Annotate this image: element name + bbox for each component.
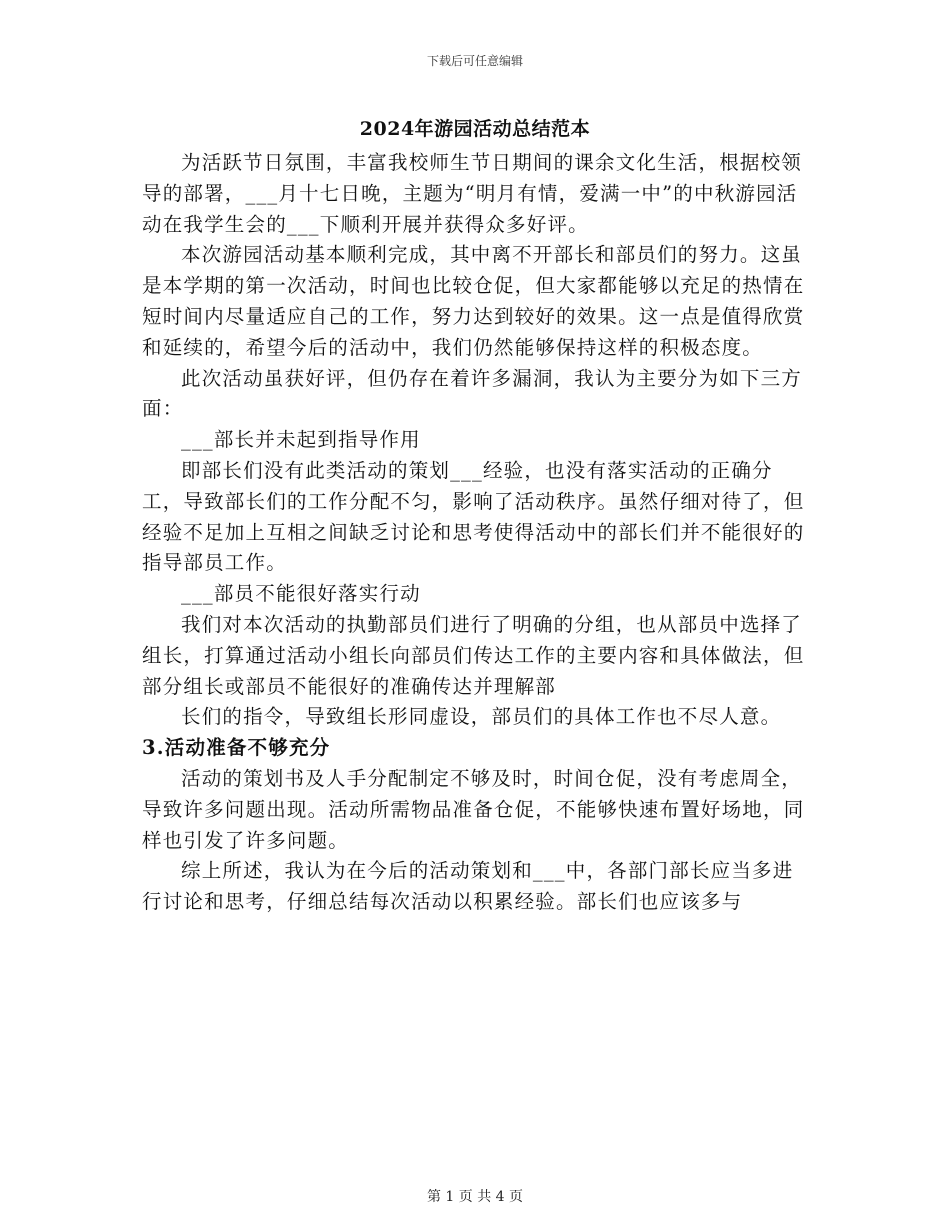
paragraph-issue-1: 即部长们没有此类活动的策划___经验，也没有落实活动的正确分工，导致部长们的工作分配不匀，影响了活动秩序。虽然仔细对待了，但经验不足加上互相之间缺乏讨论和思考使得活动中的部长们并不能很好的指导部员工作。 <box>142 458 805 575</box>
paragraph-issue-2: 我们对本次活动的执勤部员们进行了明确的分组，也从部员中选择了组长，打算通过活动小组长向部员们传达工作的主要内容和具体做法，但部分组长或部员不能很好的准确传达并理解部 <box>142 612 805 698</box>
header-note: 下载后可任意编辑 <box>426 54 523 68</box>
paragraph-summary: 本次游园活动基本顺利完成，其中离不开部长和部员们的努力。这虽是本学期的第一次活动，时间也比较仓促，但大家都能够以充足的热情在短时间内尽量适应自己的工作，努力达到较好的效果。这一点是值得欣赏和延续的，希望今后的活动中，我们仍然能够保持这样的积极态度。 <box>142 243 805 359</box>
paragraph-intro: 为活跃节日氛围，丰富我校师生节日期间的课余文化生活，根据校领导的部署，___月十七日晚，主题为“明月有情，爱满一中”的中秋游园活动在我学生会的___下顺利开展并获得众多好评。 <box>142 151 803 236</box>
issue-heading-3: 3.活动准备不够充分 <box>142 736 331 760</box>
paragraph-issues-intro: 此次活动虽获好评，但仍存在着许多漏洞，我认为主要分为如下三方面： <box>142 366 803 421</box>
document-title: 2024年游园活动总结范本 <box>359 118 591 140</box>
issue-heading-2: ___部员不能很好落实行动 <box>181 582 421 606</box>
document-body <box>142 148 810 918</box>
paragraph-issue-3: 活动的策划书及人手分配制定不够及时，时间仓促，没有考虑周全，导致许多问题出现。活动所需物品准备仓促，不能够快速布置好场地，同样也引发了许多问题。 <box>142 766 805 852</box>
paragraph-issue-2-cont: 长们的指令，导致组长形同虚设，部员们的具体工作也不尽人意。 <box>181 705 782 729</box>
paragraph-conclusion: 综上所述，我认为在今后的活动策划和___中，各部门部长应当多进行讨论和思考，仔细总结每次活动以积累经验。部长们也应该多与 <box>142 859 794 914</box>
issue-heading-1: ___部长并未起到指导作用 <box>181 428 421 452</box>
page-number: 第 1 页 共 4 页 <box>426 1189 524 1205</box>
